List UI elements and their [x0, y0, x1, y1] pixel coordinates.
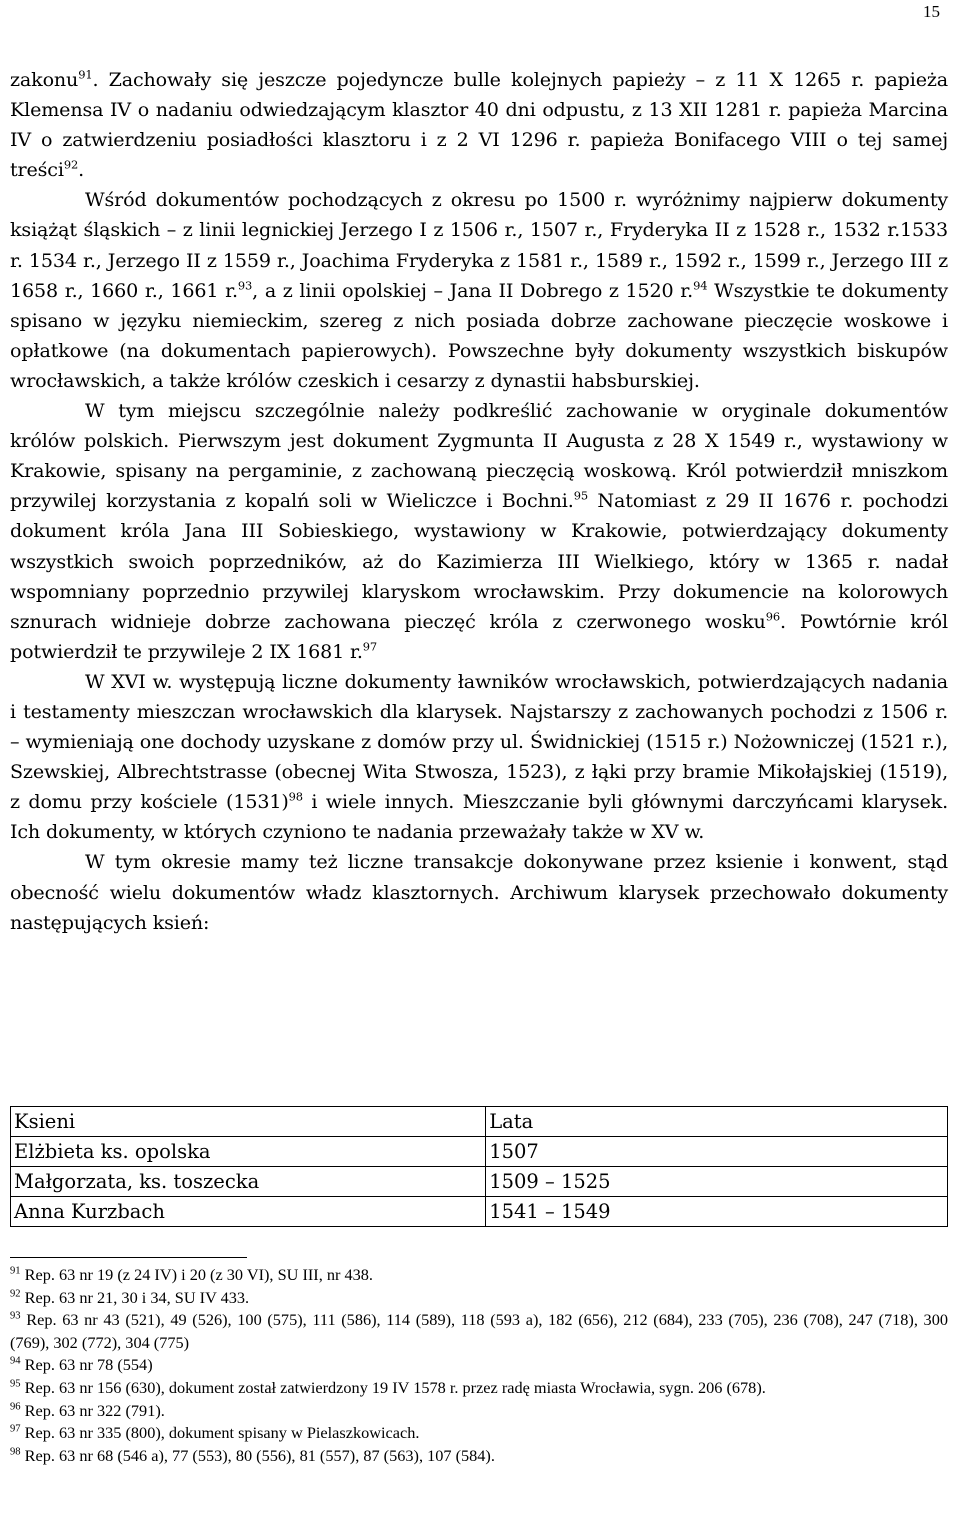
abbesses-table [10, 1106, 948, 1227]
footnote-ref: 91 [78, 67, 93, 82]
document-page [10, 0, 948, 1519]
footnote-text: Rep. 63 nr 322 (791). [24, 1400, 165, 1420]
footnotes [10, 1264, 948, 1467]
footnote [10, 1400, 948, 1423]
footnote-text: Rep. 63 nr 19 (z 24 IV) i 20 (z 30 VI), SU III, nr 438. [24, 1265, 373, 1284]
paragraph-text: i wiele innych. Mieszczanie byli głównymi darczyńcami klarysek. Ich dokumenty, w których czyniono te nadania przeważały także w XV w. [10, 790, 949, 844]
footnote-number: 95 [10, 1378, 21, 1390]
footnote-number: 93 [10, 1310, 21, 1322]
paragraph [10, 185, 948, 396]
footnote-number: 96 [10, 1401, 21, 1413]
footnote-text: Rep. 63 nr 335 (800), dokument spisany w Pielaszkowicach. [24, 1423, 420, 1443]
paragraph-text: Wśród dokumentów pochodzących z okresu po 1500 r. wyróżnimy najpierw dokumenty książąt śląskich – z linii legnickiej Jerzego I z 1506 r., 1507 r., Fryderyka II z 1528 r., 1532 r.1533 r. 1534 r., Jerzego II z 1559 r., Joachima Fryderyka z 1581 r., 1589 r., 1592 r., 1599 r., Jerzego III z 1658 r., 1660 r., 1661 r. [10, 188, 948, 302]
paragraph [10, 65, 948, 185]
footnote-ref: 94 [693, 278, 708, 293]
footnote-ref: 92 [63, 157, 79, 172]
paragraph-text: , a z linii opolskiej – Jana II Dobrego z 1520 r. [252, 278, 694, 302]
footnote-ref: 95 [573, 488, 588, 503]
table-cell: 1507 [486, 1137, 948, 1167]
body-text [10, 65, 948, 938]
footnote-text: Rep. 63 nr 156 (630), dokument został zatwierdzony 19 IV 1578 r. przez radę miasta Wrocławia, sygn. 206 (678). [24, 1377, 766, 1397]
paragraph-text: Natomiast z 29 II 1676 r. pochodzi dokument króla Jana III Sobieskiego, wystawiony w Krakowie, potwierdzający dokumenty wszystkich swoich poprzedników, aż do Kazimierza III Wielkiego, który w 1365 r. nadał wspomniany poprzednio przywilej klaryskom wrocławskim. Przy dokumencie na kolorowych sznurach widnieje dobrze zachowana pieczęć króla z czerwonego wosku [10, 489, 948, 633]
table-cell: 1509 – 1525 [486, 1167, 948, 1197]
table-row [11, 1197, 948, 1227]
footnote-number: 91 [10, 1265, 21, 1277]
footnote [10, 1445, 948, 1468]
paragraph-text: zakonu [10, 68, 79, 91]
paragraph-text: W tym okresie mamy też liczne transakcje dokonywane przez ksienie i konwent, stąd obecność wielu dokumentów władz klasztornych. Archiwum klarysek przechowało dokumenty następujących ksień: [10, 850, 948, 934]
table-header-row [11, 1107, 948, 1137]
footnote-text: Rep. 63 nr 78 (554) [24, 1355, 153, 1375]
paragraph-text: Wszystkie te dokumenty spisano w języku niemieckim, szereg z nich posiada dobrze zachowane pieczęcie woskowe i opłatkowe (na dokumentach papierowych). Powszechne były dokumenty wszystkich biskupów wrocławskich, a także królów czeskich i cesarzy z dynastii habsburskiej. [10, 278, 949, 392]
footnote-ref: 93 [237, 278, 253, 293]
footnote-number: 92 [10, 1288, 21, 1300]
footnote-number: 98 [10, 1446, 21, 1458]
paragraph-text: W XVI w. występują liczne dokumenty ławników wrocławskich, potwierdzających nadania i testamenty mieszczan wrocławskich dla klarysek. Najstarszy z zachowanych pochodzi z 1506 r. – wymieniają one dochody uzyskane z domów przy ul. Świdnickiej (1515 r.) Nożowniczej (1521 r.), Szewskiej, Albrechtstrasse (obecnej Wita Stwosza, 1523), z łąki przy bramie Mikołajskiej (1519), z domu przy kościele (1531) [10, 669, 948, 814]
footnote-number: 97 [10, 1423, 21, 1435]
table-cell: 1541 – 1549 [486, 1197, 948, 1227]
footnote [10, 1309, 948, 1354]
footnote-separator [10, 1257, 247, 1258]
table-header-cell: Lata [486, 1107, 948, 1137]
footnote [10, 1287, 948, 1310]
paragraph [10, 667, 948, 848]
footnote [10, 1354, 948, 1377]
paragraph [10, 396, 948, 667]
paragraph-text: . Zachowały się jeszcze pojedyncze bulle kolejnych papieży – z 11 X 1265 r. papieża Klemensa IV o nadaniu odwiedzającym klasztor 40 dni odpustu, z 13 XII 1281 r. papieża Marcina IV o zatwierdzeniu posiadłości klasztoru i z 2 VI 1296 r. papieża Bonifacego VIII o tej samej treści [10, 68, 948, 182]
table-row [11, 1167, 948, 1197]
table-cell: Anna Kurzbach [11, 1197, 486, 1227]
page-number: 15 [923, 2, 940, 21]
footnote-ref: 97 [362, 639, 378, 654]
table-header-cell: Ksieni [11, 1107, 486, 1137]
footnote [10, 1377, 948, 1400]
paragraph-text: W tym miejscu szczególnie należy podkreślić zachowanie w oryginale dokumentów królów polskich. Pierwszym jest dokument Zygmunta II Augusta z 28 X 1549 r., wystawiony w Krakowie, spisany na pergaminie, z zachowaną pieczęcią woskową. Król potwierdził mniszkom przywilej korzystania z kopalń soli w Wieliczce i Bochni. [10, 399, 948, 513]
paragraph-text: . Powtórnie król potwierdził te przywileje 2 IX 1681 r. [10, 609, 948, 663]
abbesses-table-wrap [10, 1106, 948, 1227]
footnote-ref: 96 [765, 609, 780, 624]
footnote-text: Rep. 63 nr 43 (521), 49 (526), 100 (575), 111 (586), 114 (589), 118 (593 a), 182 (656), 212 (684), 233 (705), 236 (708), 247 (718), 300 (769), 302 (772), 304 (775) [10, 1310, 948, 1352]
paragraph [10, 847, 948, 937]
footnote [10, 1422, 948, 1445]
table-cell: Elżbieta ks. opolska [11, 1137, 486, 1167]
footnote-text: Rep. 63 nr 21, 30 i 34, SU IV 433. [24, 1287, 250, 1307]
table-cell: Małgorzata, ks. toszecka [11, 1167, 486, 1197]
footnote-text: Rep. 63 nr 68 (546 a), 77 (553), 80 (556), 81 (557), 87 (563), 107 (584). [24, 1445, 495, 1465]
table-row [11, 1137, 948, 1167]
footnote-ref: 98 [288, 789, 303, 804]
footnote-number: 94 [10, 1355, 21, 1367]
paragraph-text: . [78, 158, 85, 182]
footnote [10, 1264, 948, 1287]
